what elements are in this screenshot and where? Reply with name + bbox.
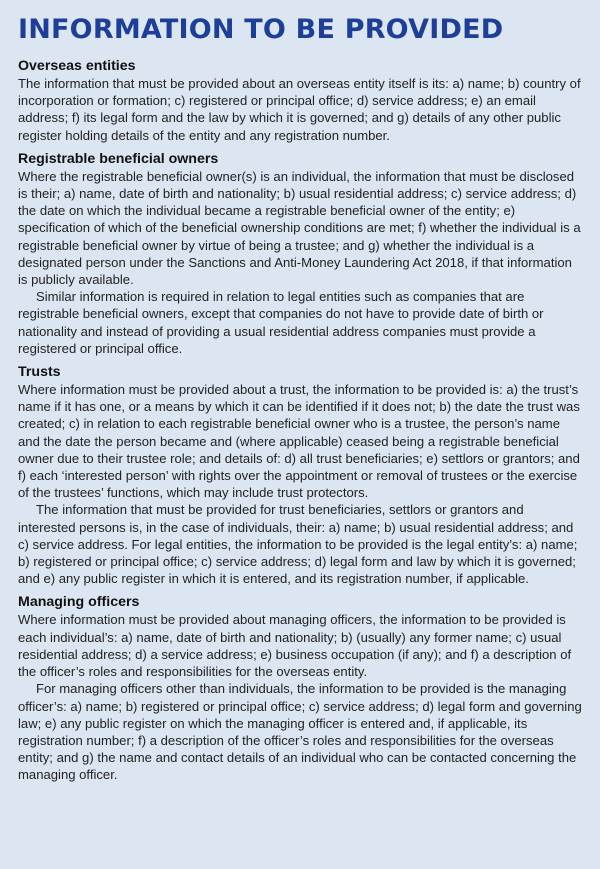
section-overseas-entities: [18, 58, 584, 144]
section-heading: Managing officers: [18, 594, 140, 611]
page-title: INFORMATION TO BE PROVIDED: [18, 14, 504, 45]
section-paragraph: Where information must be provided about managing officers, the information to be provided is each individual’s: a) name, date of birth and nationality; b) (usually) any former name; c) usual residential address; d) a service address; e) business occupation (if any); and f) a description of the officer’s roles and responsibilities for the overseas entity.: [18, 612, 572, 680]
section-paragraph: Similar information is required in relation to legal entities such as companies that are registrable beneficial owners, except that companies do not have to provide date of birth or nationality and instead of providing a usual residential address companies must provide a registered or principal office.: [18, 289, 544, 356]
section-paragraph: For managing officers other than individuals, the information to be provided is the managing officer’s: a) name; b) registered or principal office; c) service address; d) legal form and governing law; e) any public register on which the managing officer is entered and, if applicable, its registration number; f) a description of the officer’s roles and responsibilities for the overseas entity; and g) the name and contact details of an individual who can be contacted concerning the managing officer.: [18, 681, 582, 783]
section-paragraph: The information that must be provided about an overseas entity itself is its: a) name; b) country of incorporation or formation; c) registered or principal office; d) service address; e) an email address; f) its legal form and the law by which it is governed; and g) details of any other public register holding details of the entity and any registration number.: [18, 76, 581, 143]
section-heading: Trusts: [18, 364, 61, 381]
section-paragraph: Where the registrable beneficial owner(s) is an individual, the information that must be disclosed is their; a) name, date of birth and nationality; b) usual residential address; c) service address; d) the date on which the individual became a registrable beneficial owner of the entity; e) specification of which of the beneficial ownership conditions are met; f) whether the individual is a registrable beneficial owner by virtue of being a trustee; and g) whether the individual is a designated person under the Sanctions and Anti-Money Laundering Act 2018, if that information is publicly available.: [18, 168, 581, 288]
section-trusts: [18, 364, 584, 587]
section-registrable-beneficial-owners: [18, 151, 584, 357]
section-paragraph: The information that must be provided for trust beneficiaries, settlors or grantors and interested persons is, in the case of individuals, their: a) name; b) usual residential address; and c) service address. For legal entities, the information to be provided is the legal entity’s: a) name; b) registered or principal office; c) service address; d) legal form and law by which it is governed; and e) any public register in which it is entered, and its registration number, if applicable.: [18, 502, 578, 587]
section-paragraph: Where information must be provided about a trust, the information to be provided is: a) the trust’s name if it has one, or a means by which it can be identified if it does not; b) the date the trust was created; c) in relation to each registrable beneficial owner who is a trustee, the person’s name and the date the person became and (where applicable) ceased being a registrable beneficial owner due to their trustee role; and details of: d) all trust beneficiaries; e) settlors or grantors; and f) each ‘interested person’ with rights over the appointment or removal of trustees or the exercise of the trustees’ functions, which may include trust protectors.: [18, 382, 580, 501]
section-managing-officers: [18, 594, 584, 783]
section-heading: Registrable beneficial owners: [18, 150, 219, 167]
section-heading: Overseas entities: [18, 58, 136, 74]
